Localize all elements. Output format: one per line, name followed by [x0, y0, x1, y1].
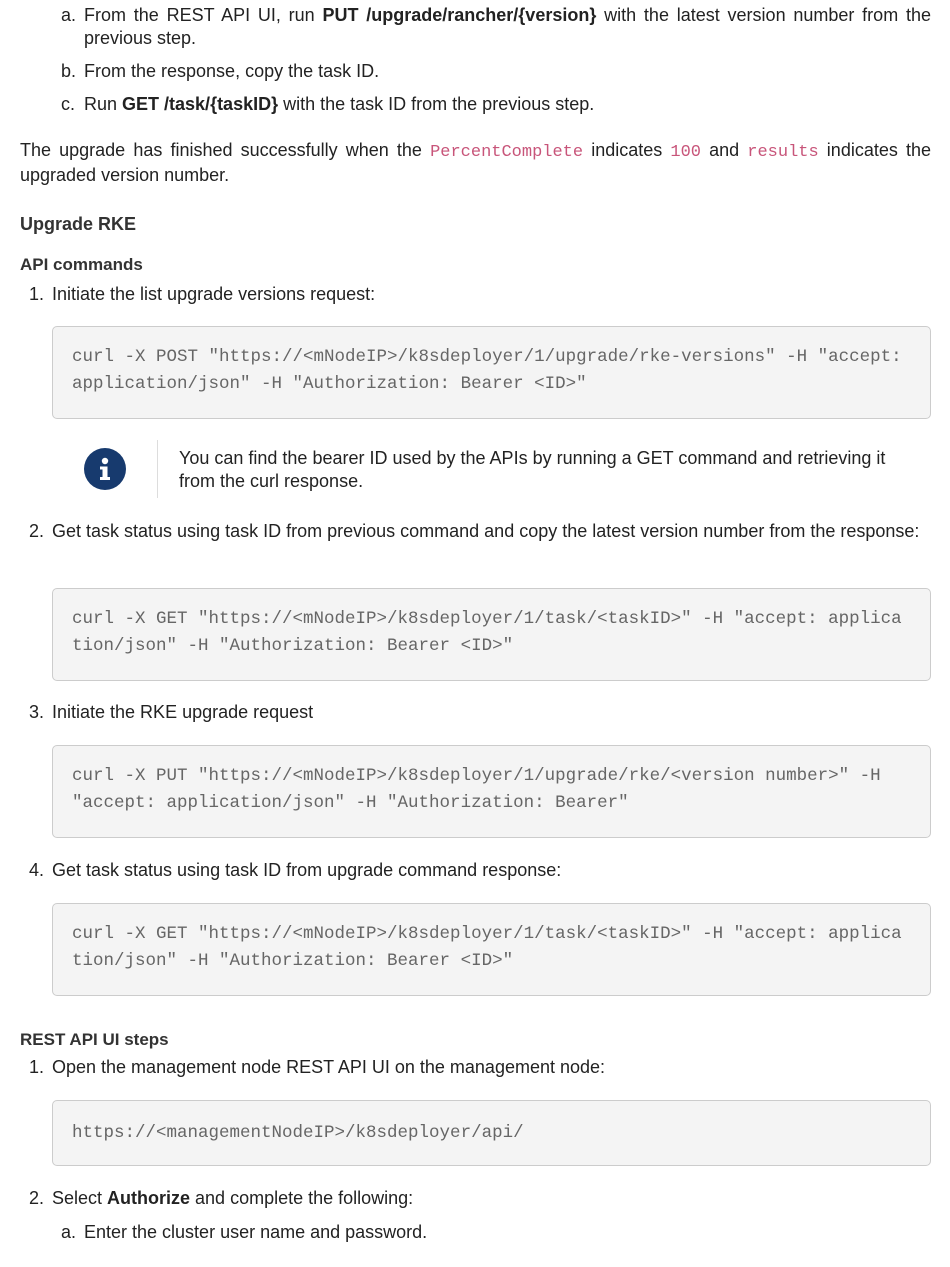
command-get-task: GET /task/{taskID} — [122, 94, 279, 114]
rest-step-1-text: Open the management node REST API UI on the management node: — [52, 1057, 606, 1077]
list-number: 2. — [29, 1188, 45, 1208]
list-number: 2. — [29, 521, 45, 541]
list-marker: a. — [61, 1222, 77, 1242]
list-marker: b. — [61, 61, 77, 81]
step-3-text: Initiate the RKE upgrade request — [52, 702, 314, 722]
code-results: results — [747, 143, 819, 162]
code-percent-complete: PercentComplete — [430, 143, 584, 162]
section-heading-upgrade-rke: Upgrade RKE — [20, 214, 137, 234]
step-c-text: Run GET /task/{taskID} with the task ID from the previous step. — [84, 94, 595, 114]
code-block-url[interactable]: https://<managementNodeIP>/k8sdeployer/api/ — [52, 1100, 931, 1166]
list-number: 1. — [29, 1057, 45, 1077]
command-put-upgrade-rancher: PUT /upgrade/rancher/{version} — [322, 5, 597, 25]
step-a-text: From the REST API UI, run PUT /upgrade/rancher/{version} with the latest version number from the previous step. — [84, 5, 931, 48]
list-number: 1. — [29, 284, 45, 304]
authorize-label: Authorize — [107, 1188, 191, 1208]
step-2-text: Get task status using task ID from previous command and copy the latest version number from the response: — [52, 521, 920, 541]
info-icon — [84, 448, 126, 490]
note-divider — [157, 440, 158, 498]
list-number: 4. — [29, 860, 45, 880]
note-text: You can find the bearer ID used by the APIs by running a GET command and retrieving it from the curl response. — [179, 448, 886, 491]
subheading-rest-api-ui-steps: REST API UI steps — [20, 1030, 169, 1049]
step-b-text: From the response, copy the task ID. — [84, 61, 380, 81]
code-block[interactable]: curl -X PUT "https://<mNodeIP>/k8sdeployer/1/upgrade/rke/<version number>" -H "accept: application/json" -H "Authorization: Bearer" — [52, 745, 931, 838]
list-number: 3. — [29, 702, 45, 722]
rest-sub-a-text: Enter the cluster user name and password. — [84, 1222, 428, 1242]
subheading-api-commands: API commands — [20, 255, 143, 274]
step-4-text: Get task status using task ID from upgrade command response: — [52, 860, 562, 880]
code-block[interactable]: curl -X GET "https://<mNodeIP>/k8sdeployer/1/task/<taskID>" -H "accept: application/json" -H "Authorization: Bearer <ID>" — [52, 588, 931, 681]
list-marker: a. — [61, 5, 77, 25]
code-block[interactable]: curl -X GET "https://<mNodeIP>/k8sdeployer/1/task/<taskID>" -H "accept: application/json" -H "Authorization: Bearer <ID>" — [52, 903, 931, 996]
step-1-text: Initiate the list upgrade versions request: — [52, 284, 376, 304]
code-block[interactable]: curl -X POST "https://<mNodeIP>/k8sdeployer/1/upgrade/rke-versions" -H "accept: application/json" -H "Authorization: Bearer <ID>" — [52, 326, 931, 419]
success-paragraph: The upgrade has finished successfully when the PercentComplete indicates 100 and results indicates the upgraded version number. — [20, 140, 931, 185]
list-marker: c. — [61, 94, 76, 114]
rest-step-2-text: Select Authorize and complete the following: — [52, 1188, 414, 1208]
code-100: 100 — [670, 143, 701, 162]
